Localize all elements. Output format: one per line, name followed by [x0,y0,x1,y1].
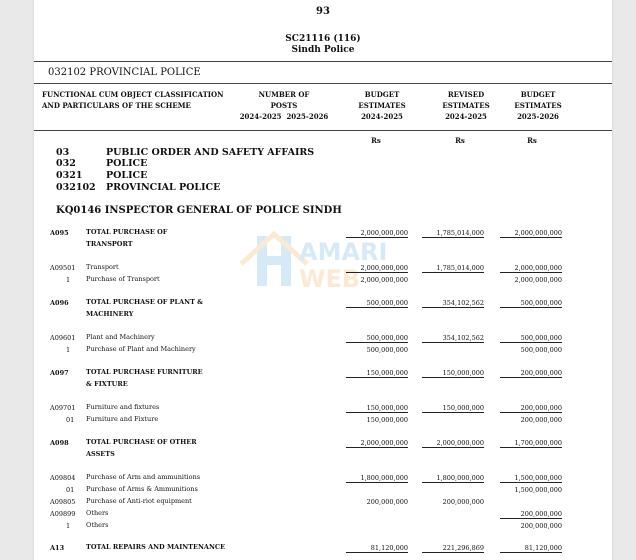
amount-budget-2024: 2,000,000,000 [346,229,408,238]
amount-budget-2025: 1,500,000,000 [500,474,562,483]
amount-budget-2024: 150,000,000 [366,416,408,424]
amount-budget-2024: 2,000,000,000 [346,439,408,448]
department-name: Sindh Police [291,45,355,55]
object-description: Purchase of Arm and ammunitions [86,473,201,481]
document-code: SC21116 (116) [285,34,361,44]
object-description: Furniture and Fixture [86,415,159,423]
amount-budget-2025: 500,000,000 [500,299,562,308]
object-description: TOTAL PURCHASE FURNITURE [86,368,203,376]
amount-budget-2025: 1,700,000,000 [500,439,562,448]
object-description: Purchase of Plant and Machinery [86,345,196,353]
column-header-budget-2025: BUDGET ESTIMATES 2025-2026 [514,90,562,121]
column-header-classification: FUNCTIONAL CUM OBJECT CLASSIFICATION AND PARTICULARS OF THE SCHEME [42,90,224,110]
divider [34,61,612,62]
object-description: Plant and Machinery [86,333,155,341]
object-description: TOTAL PURCHASE OF PLANT & [86,298,204,306]
object-code: A09899 [50,510,76,518]
amount-budget-2025: 500,000,000 [500,334,562,343]
amount-budget-2025: 1,500,000,000 [514,486,562,494]
amount-budget-2024: 81,120,000 [346,544,408,553]
object-code: A098 [50,439,69,447]
amount-revised-2024: 354,102,562 [422,299,484,308]
object-code: A09805 [50,498,76,506]
amount-revised-2024: 1,785,014,000 [422,229,484,238]
amount-budget-2024: 200,000,000 [366,498,408,506]
classification-code: 03 [56,147,70,158]
watermark-text: AMARI [299,238,388,266]
object-code: A13 [50,544,65,552]
object-description: Purchase of Transport [86,275,160,283]
object-description: Furniture and fixtures [86,403,160,411]
object-code: 1 [66,346,71,354]
amount-revised-2024: 354,102,562 [422,334,484,343]
amount-budget-2025: 200,000,000 [520,416,562,424]
amount-budget-2025: 81,120,000 [500,544,562,553]
amount-budget-2024: 500,000,000 [346,299,408,308]
object-code: A09701 [50,404,76,412]
amount-revised-2024: 200,000,000 [442,498,484,506]
watermark-text: WEB [299,265,361,292]
amount-revised-2024: 150,000,000 [422,404,484,413]
object-code: 01 [66,486,75,494]
classification-name: POLICE [106,170,148,181]
object-code: A09501 [50,264,76,272]
divider [34,130,612,131]
amount-revised-2024: 150,000,000 [422,369,484,378]
object-code: A09804 [50,474,76,482]
section-title: 032102 PROVINCIAL POLICE [48,67,201,78]
object-code: A095 [50,229,69,237]
amount-budget-2024: 500,000,000 [366,346,408,354]
document-page [34,0,612,560]
amount-budget-2025: 200,000,000 [500,510,562,519]
object-description: TOTAL PURCHASE OF [86,228,168,236]
object-description: ASSETS [86,450,115,458]
amount-budget-2024: 500,000,000 [346,334,408,343]
object-description: Transport [86,263,119,271]
divider [34,83,612,84]
office-title: KQ0146 INSPECTOR GENERAL OF POLICE SINDH [56,205,342,216]
classification-code: 0321 [56,170,83,181]
object-description: TOTAL PURCHASE OF OTHER [86,438,197,446]
object-code: 1 [66,522,71,530]
amount-budget-2025: 2,000,000,000 [514,276,562,284]
amount-revised-2024: 2,000,000,000 [422,439,484,448]
amount-budget-2024: 150,000,000 [346,369,408,378]
amount-budget-2024: 2,000,000,000 [360,276,408,284]
classification-code: 032102 [56,182,96,193]
amount-budget-2025: 200,000,000 [500,369,562,378]
amount-budget-2025: 200,000,000 [500,404,562,413]
object-code: 1 [66,276,71,284]
amount-revised-2024: 221,296,869 [422,544,484,553]
classification-name: PROVINCIAL POLICE [106,182,221,193]
amount-budget-2025: 2,000,000,000 [500,264,562,273]
object-description: MACHINERY [86,310,134,318]
column-header-posts: NUMBER OF POSTS 2024-2025 2025-2026 [239,90,329,121]
classification-name: POLICE [106,158,148,169]
object-description: Others [86,521,109,529]
classification-code: 032 [56,158,76,169]
column-header-revised-2024: REVISED ESTIMATES 2024-2025 [442,90,490,121]
page-number: 93 [316,6,330,17]
object-description: TOTAL REPAIRS AND MAINTENANCE [86,543,226,551]
object-description: & FIXTURE [86,380,128,388]
object-code: A097 [50,369,69,377]
currency-label: Rs [527,136,537,145]
column-header-budget-2024: BUDGET ESTIMATES 2024-2025 [358,90,406,121]
amount-budget-2024: 150,000,000 [346,404,408,413]
object-description: Others [86,509,109,517]
object-description: TRANSPORT [86,240,133,248]
object-code: 01 [66,416,75,424]
amount-budget-2025: 2,000,000,000 [500,229,562,238]
amount-budget-2024: 2,000,000,000 [346,264,408,273]
amount-budget-2024: 1,800,000,000 [346,474,408,483]
object-code: A09601 [50,334,76,342]
amount-budget-2025: 500,000,000 [520,346,562,354]
amount-revised-2024: 1,785,014,000 [422,264,484,273]
classification-name: PUBLIC ORDER AND SAFETY AFFAIRS [106,147,315,158]
object-code: A096 [50,299,69,307]
currency-label: Rs [371,136,381,145]
currency-label: Rs [455,136,465,145]
object-description: Purchase of Arms & Ammunitions [86,485,198,493]
amount-budget-2025: 200,000,000 [520,522,562,530]
object-description: Purchase of Anti-riot equipment [86,497,192,505]
amount-revised-2024: 1,800,000,000 [422,474,484,483]
